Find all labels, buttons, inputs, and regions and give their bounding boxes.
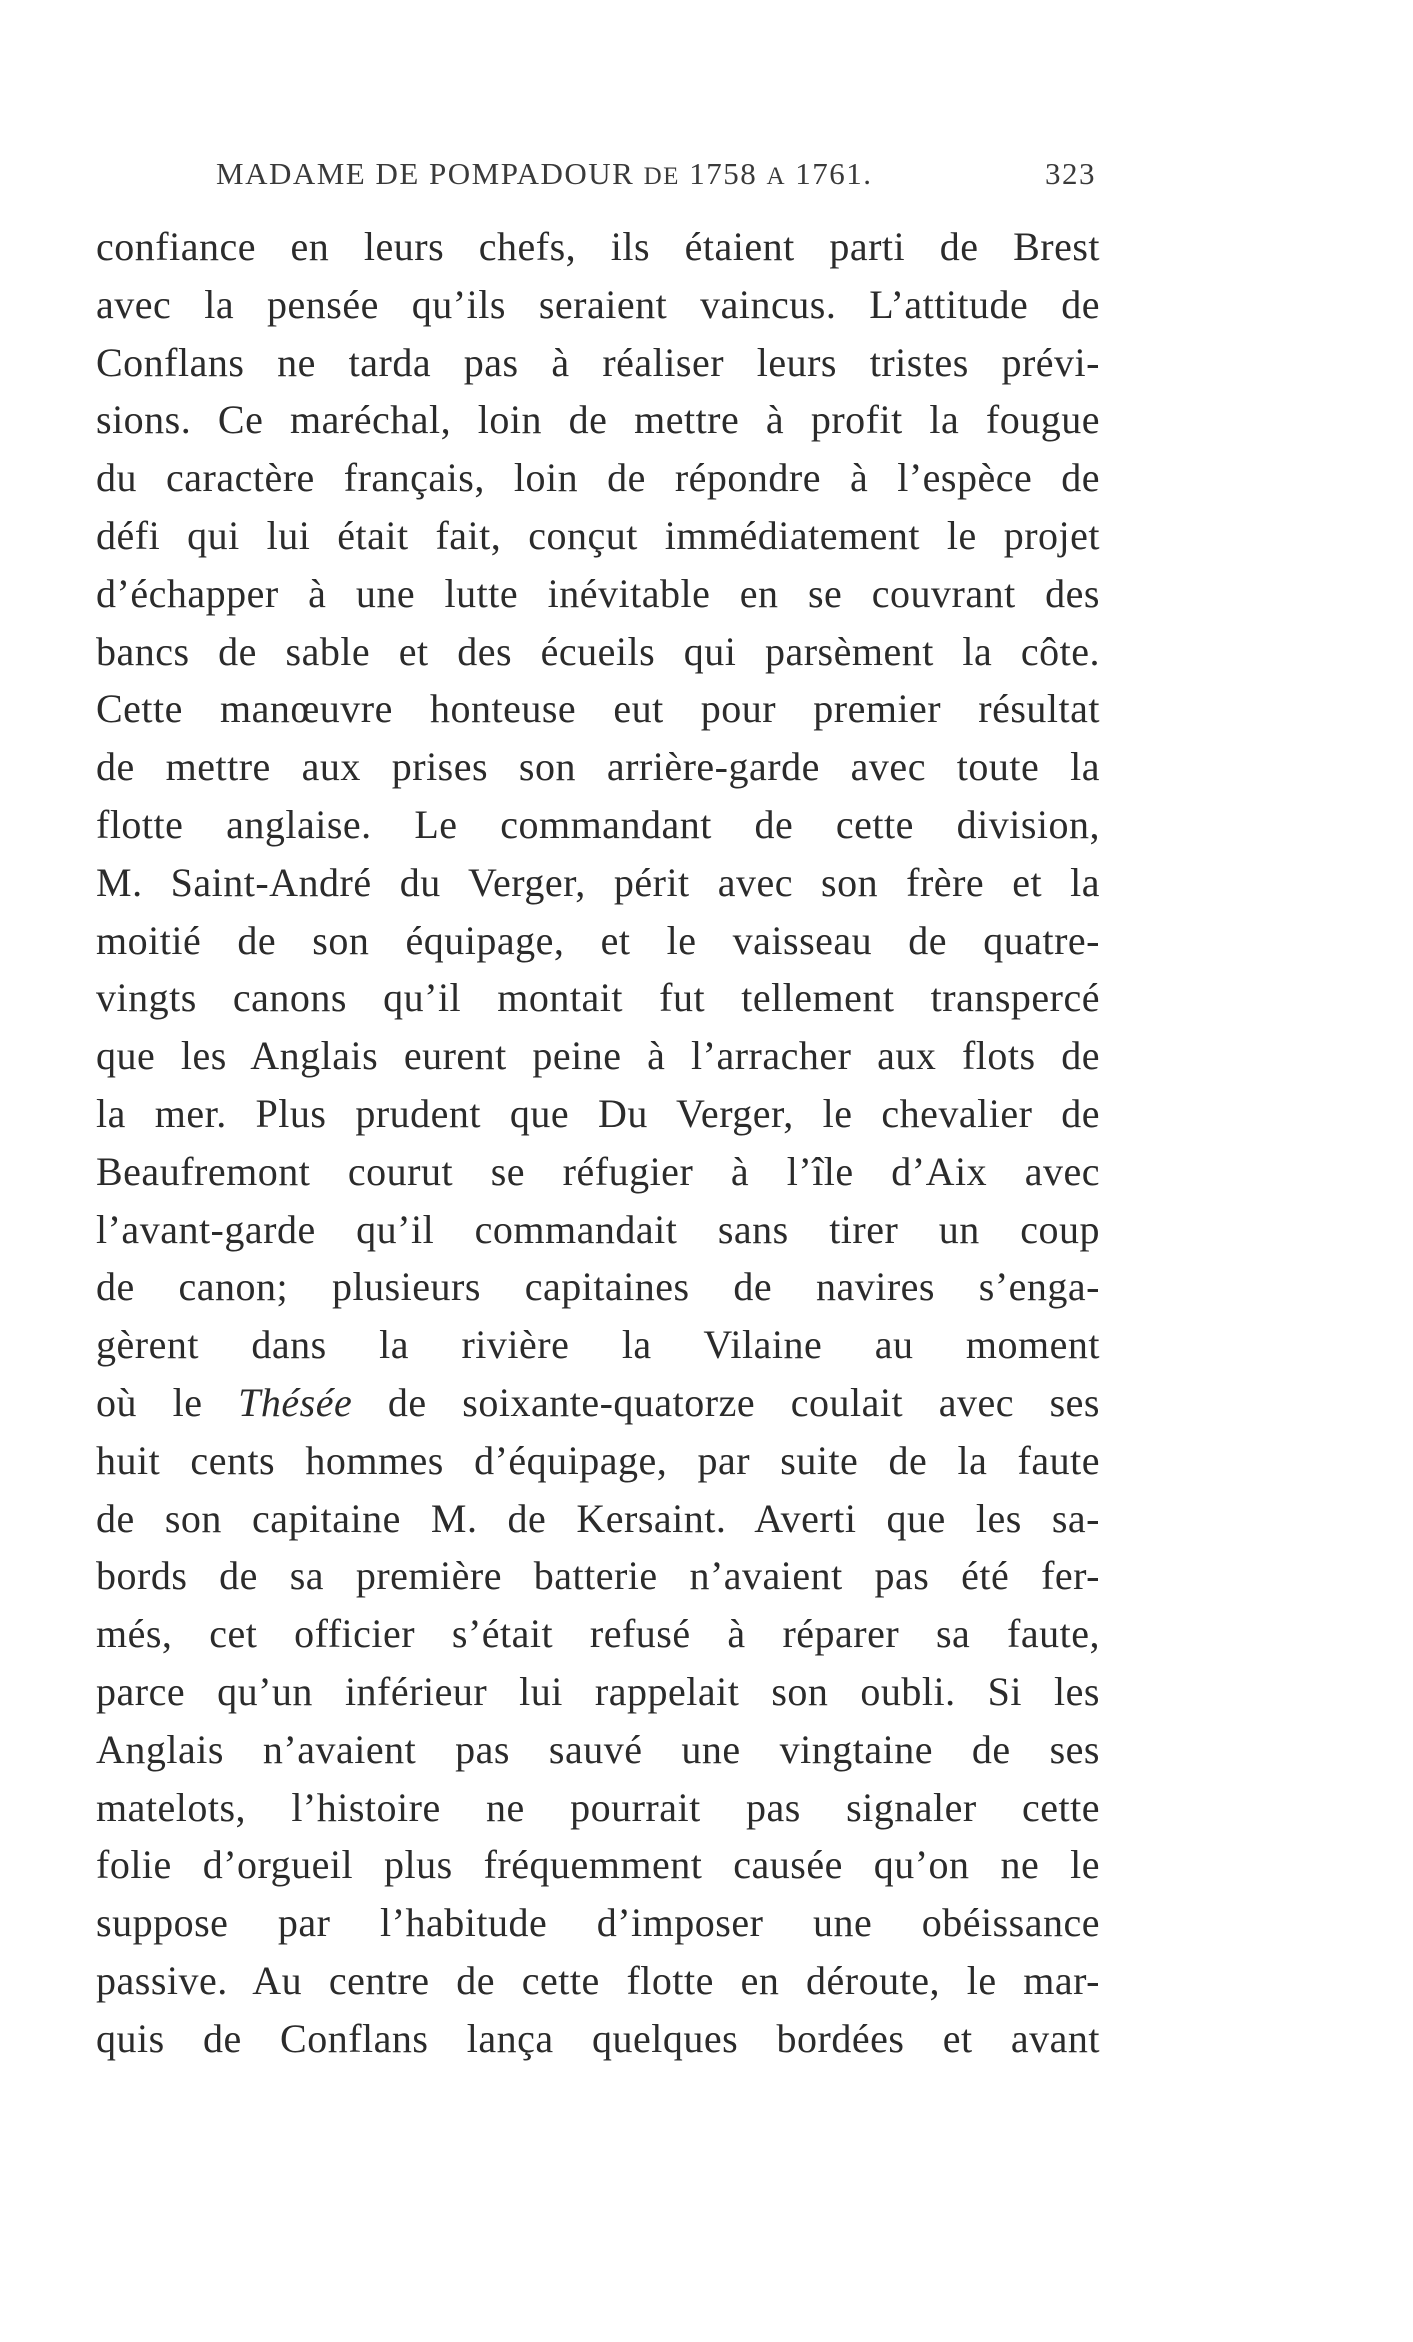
ship-name-thesee: Thésée <box>238 1379 353 1425</box>
text-line: flotte anglaise. Le commandant de cette division, <box>96 801 1100 847</box>
line-21-after: de soixante-quatorze coulait avec ses <box>387 1379 1100 1425</box>
text-line: M. Saint-André du Verger, périt avec son frère et la <box>96 859 1100 905</box>
text-line: de son capitaine M. de Kersaint. Averti que les sa- <box>96 1495 1100 1541</box>
text-line: d’échapper à une lutte inévitable en se couvrant des <box>96 570 1100 616</box>
page-number: 323 <box>1045 156 1096 191</box>
text-line: Anglais n’avaient pas sauvé une vingtaine de ses <box>96 1726 1100 1772</box>
text-line: l’avant-garde qu’il commandait sans tirer un coup <box>96 1206 1100 1252</box>
running-head-title-main: MADAME DE POMPADOUR <box>216 156 635 191</box>
text-line: moitié de son équipage, et le vaisseau de quatre- <box>96 917 1100 963</box>
text-line: défi qui lui était fait, conçut immédiatement le projet <box>96 512 1100 558</box>
running-head-a: A <box>766 163 787 190</box>
text-line: sions. Ce maréchal, loin de mettre à profit la fougue <box>96 397 1100 443</box>
text-line: que les Anglais eurent peine à l’arracher aux flots de <box>96 1033 1100 1079</box>
text-line: matelots, l’histoire ne pourrait pas signaler cette <box>96 1784 1100 1830</box>
text-line: parce qu’un inférieur lui rappelait son oubli. Si les <box>96 1668 1100 1714</box>
text-line: Conflans ne tarda pas à réaliser leurs tristes prévi- <box>96 339 1100 385</box>
text-line: suppose par l’habitude d’imposer une obéissance <box>96 1900 1100 1946</box>
running-head-year-end: 1761. <box>795 156 873 191</box>
text-line: la mer. Plus prudent que Du Verger, le chevalier de <box>96 1090 1100 1136</box>
text-line: bancs de sable et des écueils qui parsèment la côte. <box>96 628 1100 674</box>
body-text <box>96 218 1100 2068</box>
text-line: de mettre aux prises son arrière-garde avec toute la <box>96 744 1100 790</box>
text-line: passive. Au centre de cette flotte en déroute, le mar- <box>96 1957 1100 2003</box>
text-line: du caractère français, loin de répondre à l’espèce de <box>96 455 1100 501</box>
text-line: vingts canons qu’il montait fut tellement transpercé <box>96 975 1100 1021</box>
line-21-before: où le <box>96 1379 203 1425</box>
text-line: avec la pensée qu’ils seraient vaincus. L’attitude de <box>96 281 1100 327</box>
text-line: més, cet officier s’était refusé à réparer sa faute, <box>96 1611 1100 1657</box>
running-head <box>216 156 1096 200</box>
text-line: Beaufremont courut se réfugier à l’île d’Aix avec <box>96 1148 1100 1194</box>
text-line: quis de Conflans lança quelques bordées et avant <box>96 2015 1100 2061</box>
text-line-with-ship-name <box>96 1374 1100 1432</box>
text-line: bords de sa première batterie n’avaient pas été fer- <box>96 1553 1100 1599</box>
running-head-de: DE <box>643 163 680 190</box>
text-line: folie d’orgueil plus fréquemment causée qu’on ne le <box>96 1842 1100 1888</box>
text-line: Cette manœuvre honteuse eut pour premier résultat <box>96 686 1100 732</box>
text-line: gèrent dans la rivière la Vilaine au moment <box>96 1322 1100 1368</box>
running-head-year-start: 1758 <box>689 156 758 191</box>
text-line: de canon; plusieurs capitaines de navires s’enga- <box>96 1264 1100 1310</box>
text-line: confiance en leurs chefs, ils étaient parti de Brest <box>96 224 1100 269</box>
text-line: huit cents hommes d’équipage, par suite de la faute <box>96 1437 1100 1483</box>
running-head-title <box>216 156 873 192</box>
